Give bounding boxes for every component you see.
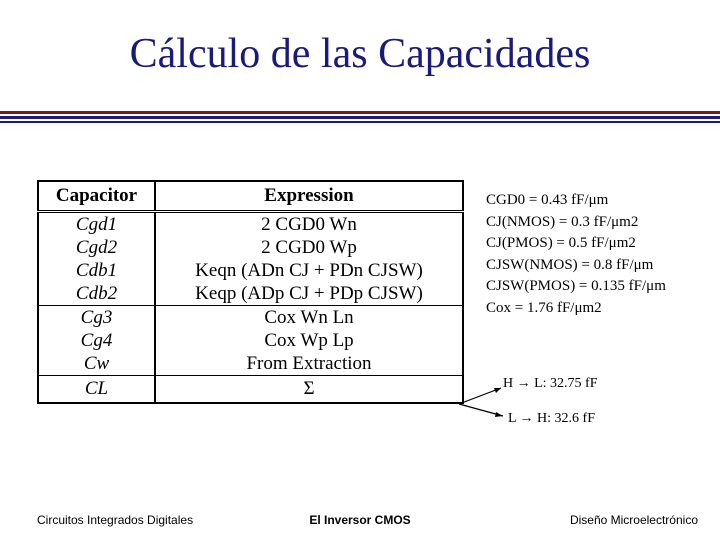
table-row xyxy=(38,259,463,282)
capacitor-cell: Cgd1 xyxy=(38,212,155,237)
table-row xyxy=(38,329,463,352)
capacitor-cell: Cdb1 xyxy=(38,259,155,282)
capacitor-cell: Cw xyxy=(38,352,155,376)
parameter-cj-nmos: CJ(NMOS) = 0.3 fF/μm2 xyxy=(486,213,639,230)
column-header-capacitor: Capacitor xyxy=(38,181,155,212)
capacitor-cell: Cdb2 xyxy=(38,282,155,306)
expression-cell: Keqn (ADn CJ + PDn CJSW) xyxy=(155,259,463,282)
capacitor-table xyxy=(37,180,464,404)
expression-cell: Cox Wp Lp xyxy=(155,329,463,352)
table-row xyxy=(38,282,463,306)
parameter-cgd0: CGD0 = 0.43 fF/μm xyxy=(486,192,609,208)
expression-cell: 2 CGD0 Wn xyxy=(155,212,463,237)
expression-cell: Cox Wn Ln xyxy=(155,306,463,330)
footer-center: El Inversor CMOS xyxy=(309,513,411,527)
parameter-cj-pmos: CJ(PMOS) = 0.5 fF/μm2 xyxy=(486,235,636,251)
title-divider xyxy=(0,116,720,119)
table-row xyxy=(38,212,463,237)
parameter-list xyxy=(486,190,666,319)
footer-left: Circuitos Integrados Digitales xyxy=(37,513,194,527)
expression-cell: 2 CGD0 Wp xyxy=(155,236,463,259)
title-divider xyxy=(0,121,720,123)
capacitor-cell: Cgd2 xyxy=(38,236,155,259)
slide-title: Cálculo de las Capacidades xyxy=(129,31,591,77)
result-high-to-low: H → L: 32.75 fF xyxy=(503,376,598,391)
footer-right: Diseño Microelectrónico xyxy=(569,513,698,527)
parameter-cox: Cox = 1.76 fF/μm2 xyxy=(486,299,602,316)
table-row xyxy=(38,352,463,376)
table-row xyxy=(38,236,463,259)
capacitor-cell: CL xyxy=(38,376,155,404)
expression-cell: From Extraction xyxy=(155,352,463,376)
table-row xyxy=(38,376,463,404)
expression-cell: Σ xyxy=(155,376,463,404)
column-header-expression: Expression xyxy=(155,181,463,212)
capacitor-cell: Cg3 xyxy=(38,306,155,330)
parameter-cjsw-nmos: CJSW(NMOS) = 0.8 fF/μm xyxy=(486,256,654,273)
title-divider xyxy=(0,111,720,114)
capacitor-cell: Cg4 xyxy=(38,329,155,352)
table-row xyxy=(38,306,463,330)
parameter-cjsw-pmos: CJSW(PMOS) = 0.135 fF/μm xyxy=(486,278,666,294)
expression-cell: Keqp (ADp CJ + PDp CJSW) xyxy=(155,282,463,306)
result-low-to-high: L → H: 32.6 fF xyxy=(508,411,595,426)
